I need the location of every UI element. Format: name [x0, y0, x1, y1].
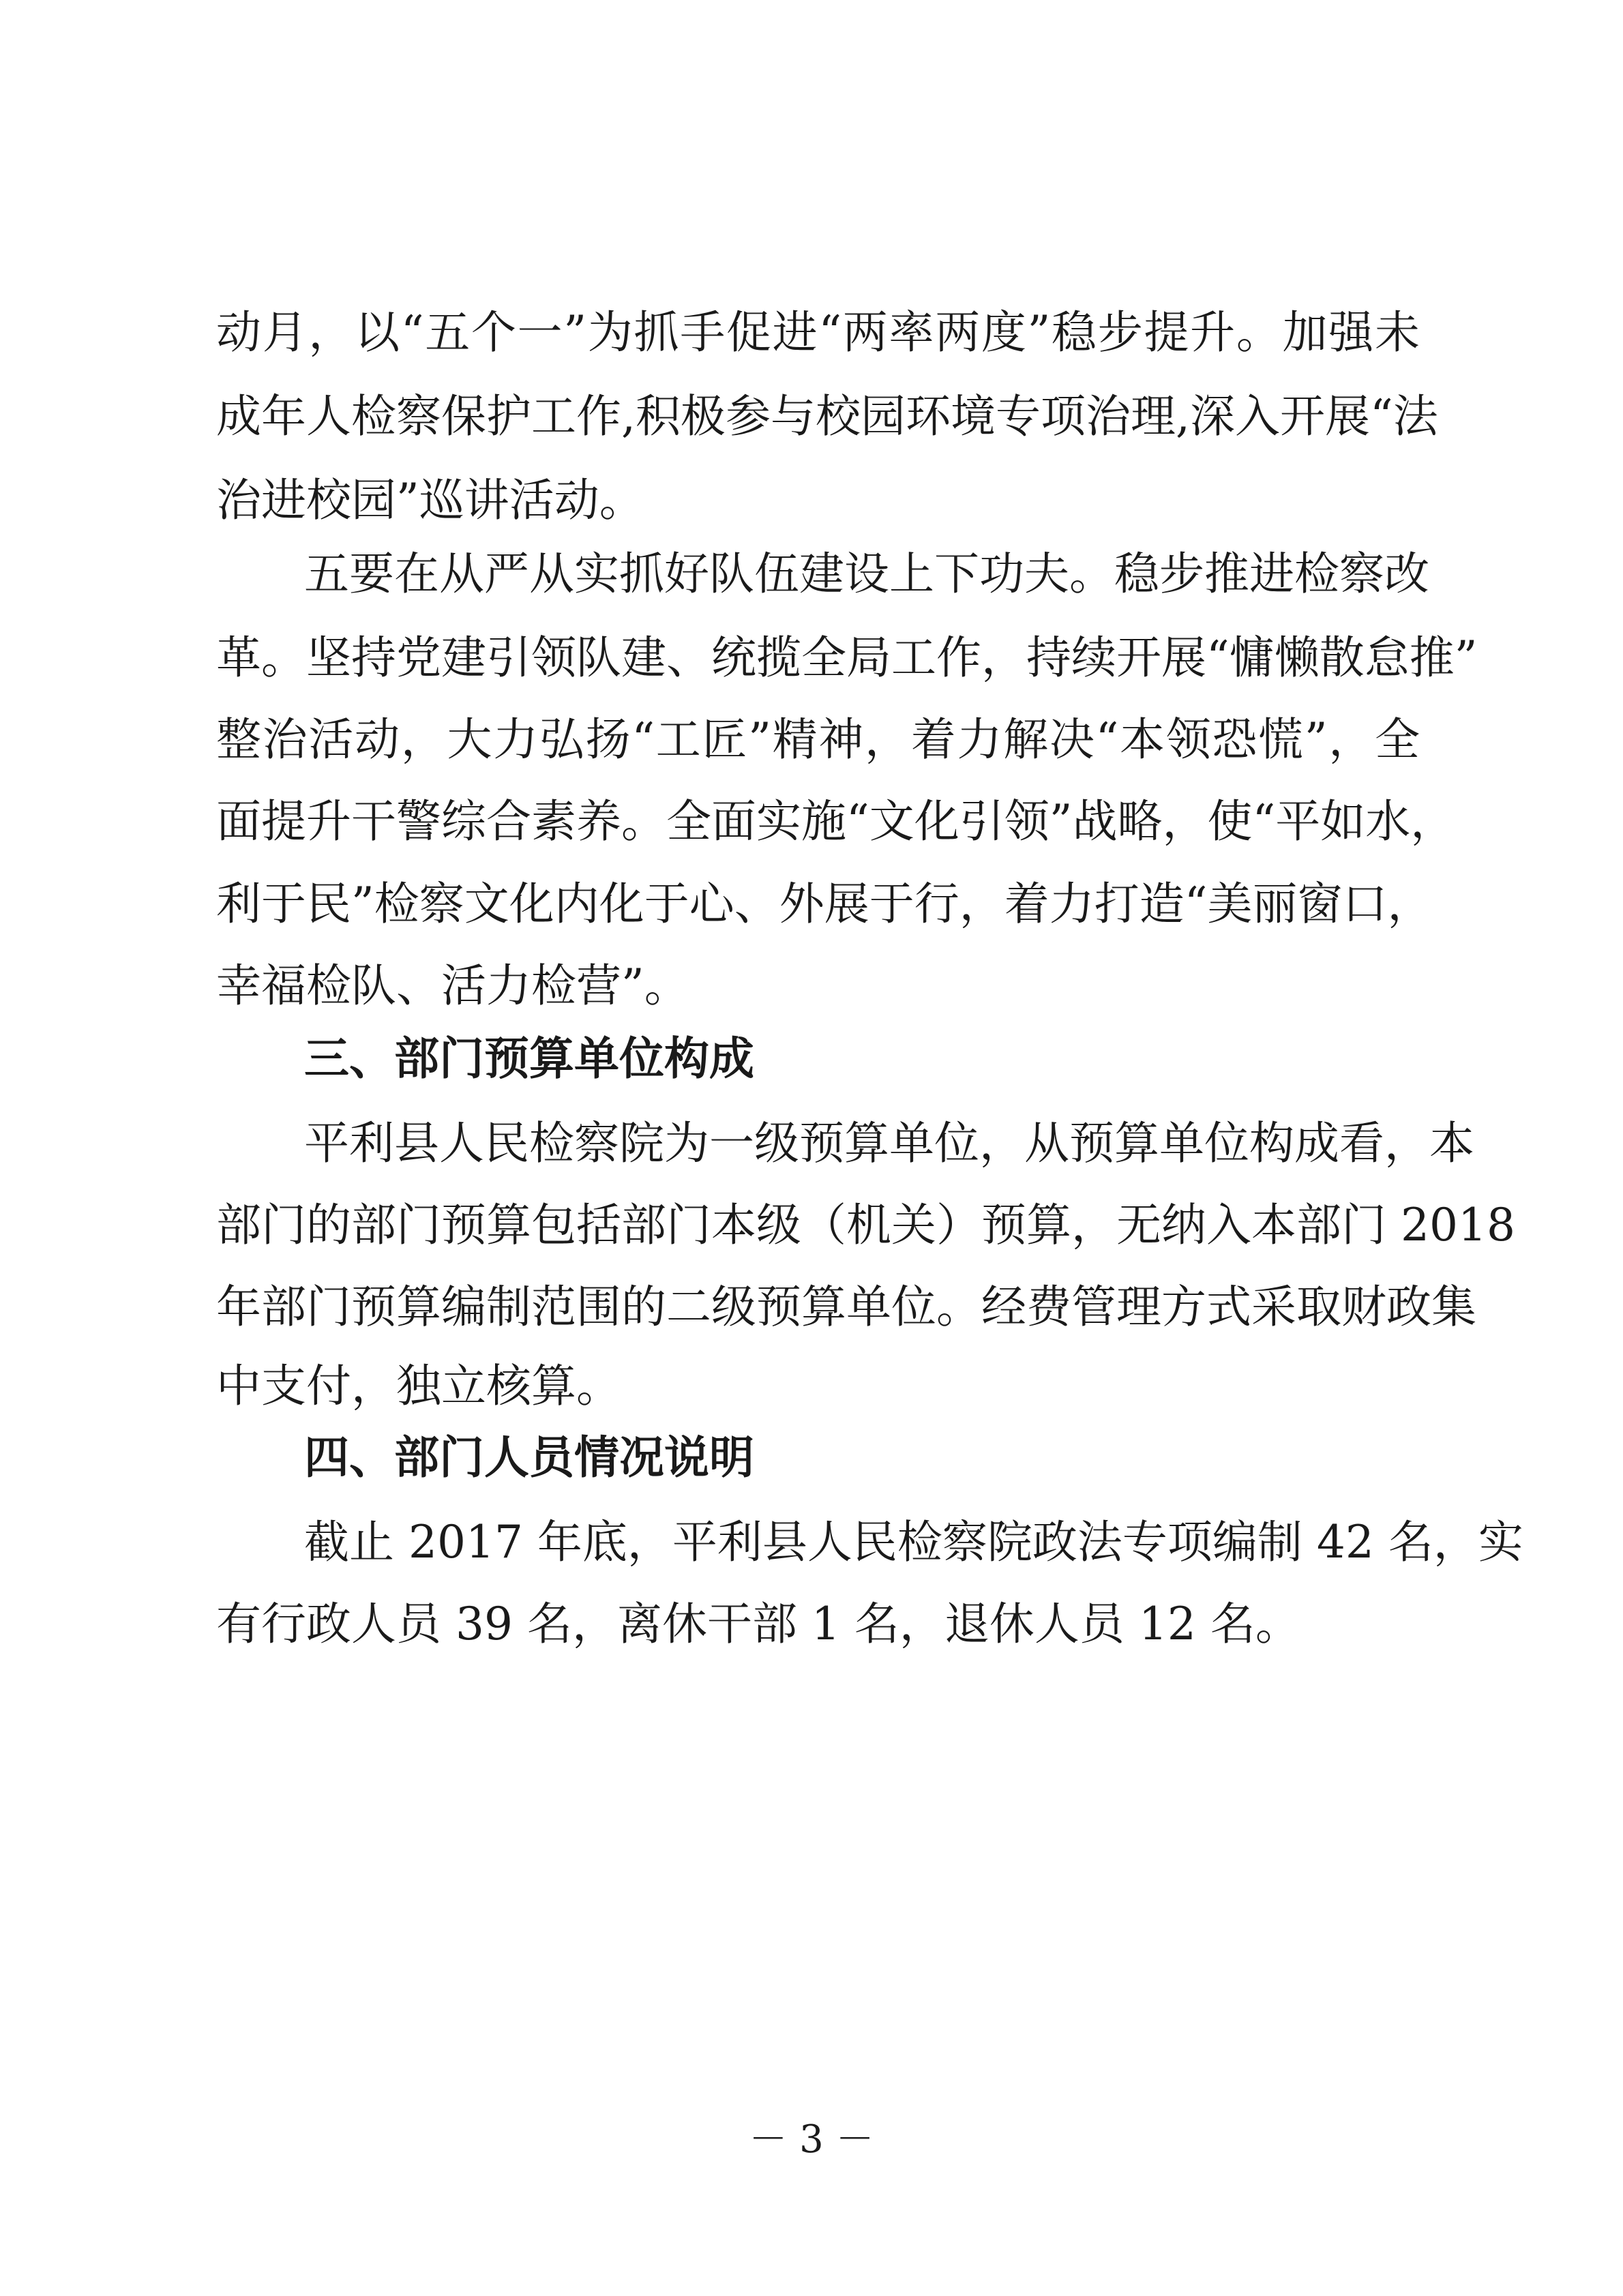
- paragraph-line: 整治活动，大力弘扬“工匠”精神，着力解决“本领恐慌”，全: [216, 713, 1420, 766]
- paragraph-line: 截止 2017 年底，平利县人民检察院政法专项编制 42 名，实: [304, 1516, 1523, 1568]
- paragraph-line: 部门的部门预算包括部门本级（机关）预算，无纳入本部门 2018: [216, 1199, 1515, 1251]
- paragraph-line: 五要在从严从实抓好队伍建设上下功夫。稳步推进检察改: [304, 548, 1429, 600]
- paragraph-line: 中支付，独立核算。: [216, 1360, 621, 1412]
- paragraph-line: 有行政人员 39 名，离休干部 1 名，退休人员 12 名。: [216, 1598, 1300, 1650]
- page-number: － 3 －: [749, 2117, 874, 2162]
- paragraph-line: 革。坚持党建引领队建、统揽全局工作，持续开展“慵懒散怠推”: [216, 631, 1478, 684]
- paragraph-line: 成年人检察保护工作,积极参与校园环境专项治理,深入开展“法: [216, 390, 1438, 443]
- section-heading: 三、部门预算单位构成: [304, 1032, 754, 1085]
- paragraph-line: 幸福检队、活力检营”。: [216, 959, 689, 1012]
- paragraph-line: 年部门预算编制范围的二级预算单位。经费管理方式采取财政集: [216, 1281, 1476, 1333]
- section-heading: 四、部门人员情况说明: [304, 1431, 754, 1484]
- paragraph-line: 治进校园”巡讲活动。: [216, 474, 644, 526]
- paragraph-line: 平利县人民检察院为一级预算单位，从预算单位构成看，本: [304, 1117, 1474, 1169]
- paragraph-line: 面提升干警综合素养。全面实施“文化引领”战略，使“平如水，: [216, 795, 1456, 848]
- paragraph-line: 利于民”检察文化内化于心、外展于行，着力打造“美丽窗口，: [216, 878, 1433, 930]
- paragraph-line: 动月，以“五个一”为抓手促进“两率两度”稳步提升。加强未: [216, 306, 1420, 359]
